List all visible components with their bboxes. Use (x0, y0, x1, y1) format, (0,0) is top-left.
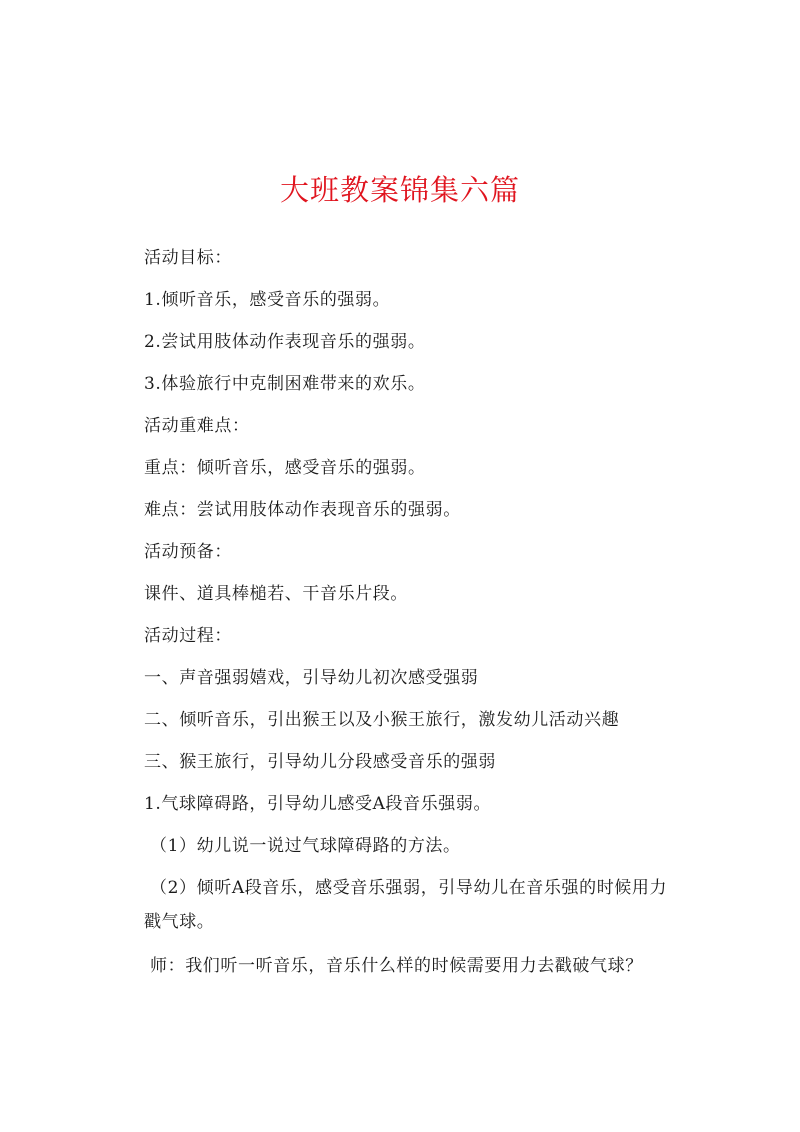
document-body (144, 240, 704, 990)
paragraph-line: 活动过程： (144, 626, 232, 646)
paragraph-line: 一、声音强弱嬉戏，引导幼儿初次感受强弱 (144, 668, 479, 688)
paragraph-line: 3.体验旅行中克制困难带来的欢乐。 (144, 374, 426, 394)
paragraph-line: 活动预备： (144, 542, 232, 562)
paragraph-line: 课件、道具棒槌若、干音乐片段。 (144, 584, 408, 604)
paragraph-line: 1.倾听音乐，感受音乐的强弱。 (144, 290, 391, 310)
document-title: 大班教案锦集六篇 (279, 173, 520, 207)
paragraph-line: 活动目标： (144, 248, 232, 268)
paragraph-line: 三、猴王旅行，引导幼儿分段感受音乐的强弱 (144, 752, 496, 772)
paragraph-line: 难点：尝试用肢体动作表现音乐的强弱。 (144, 500, 461, 520)
paragraph-line: 1.气球障碍路，引导幼儿感受A段音乐强弱。 (144, 794, 492, 814)
paragraph-line: （2）倾听A段音乐，感受音乐强弱，引导幼儿在音乐强的时候用力 (150, 878, 668, 898)
paragraph-line: 戳气球。 (144, 912, 215, 932)
paragraph-line: （1）幼儿说一说过气球障碍路的方法。 (150, 836, 461, 856)
paragraph-line: 师：我们听一听音乐，音乐什么样的时候需要用力去戳破气球？ (150, 956, 643, 976)
paragraph-line: 重点：倾听音乐，感受音乐的强弱。 (144, 458, 426, 478)
paragraph-line: 二、倾听音乐，引出猴王以及小猴王旅行，激发幼儿活动兴趣 (144, 710, 620, 730)
paragraph-line: 2.尝试用肢体动作表现音乐的强弱。 (144, 332, 426, 352)
paragraph-line: 活动重难点： (144, 416, 250, 436)
